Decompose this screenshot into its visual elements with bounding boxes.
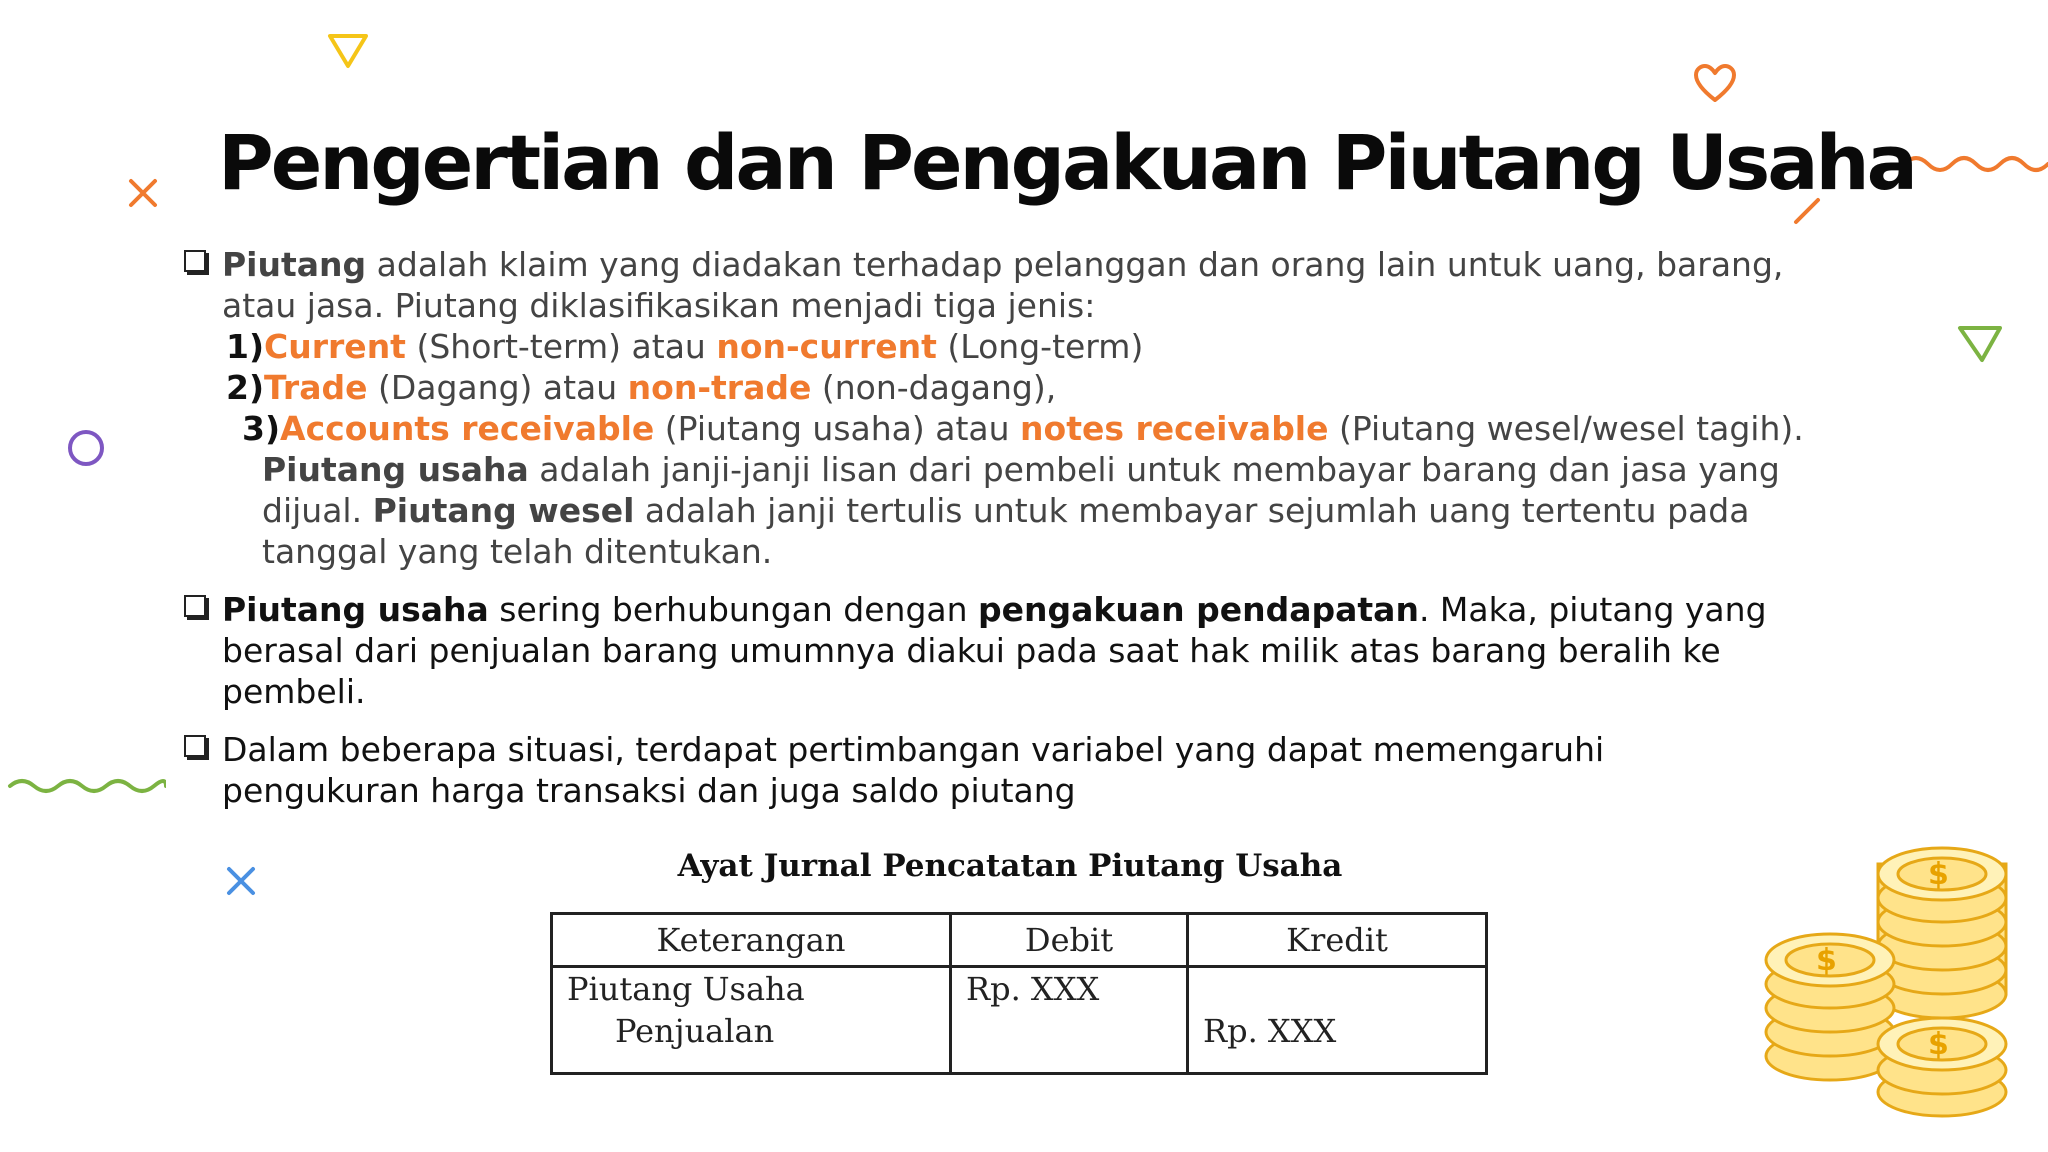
svg-text:$: $ [1928, 857, 1949, 892]
heart-icon [1692, 62, 1738, 104]
coins-icon [1760, 830, 2020, 1120]
list-number: 2) [226, 368, 265, 407]
circle-icon [66, 428, 106, 468]
para-text: Dalam beberapa situasi, terdapat pertimbangan variabel yang dapat memengaruhi pengukuran harga transaksi dan juga saldo piutang [222, 730, 1605, 810]
kredit-amount: Rp. XXX [1203, 1012, 1337, 1050]
triangle-icon [326, 32, 370, 72]
bullet-situasi [222, 729, 1782, 811]
svg-text:$: $ [1928, 1027, 1949, 1062]
term-piutang-usaha: Piutang usaha [222, 590, 489, 629]
list-text: (Long-term) [936, 327, 1144, 366]
table-row [552, 967, 1487, 1074]
term-accounts-receivable: Accounts receivable [280, 409, 655, 448]
term-pengakuan-pendapatan: pengakuan pendapatan [978, 590, 1419, 629]
list-text: (Piutang wesel/wesel tagih). [1328, 409, 1804, 448]
cell-debit [951, 967, 1188, 1074]
para-text: . Maka, piutang yang berasal dari penjualan barang umumnya diakui pada saat hak milik atas barang beralih ke pembeli. [222, 590, 1767, 711]
term-notes-receivable: notes receivable [1020, 409, 1329, 448]
bullet-piutang-usaha [222, 589, 1852, 712]
bullet-box-icon [184, 250, 206, 272]
def-text: adalah janji-janji lisan dari pembeli untuk membayar barang dan jasa yang dijual. [262, 450, 1780, 530]
cell-kredit [1188, 967, 1487, 1074]
term-trade: Trade [264, 368, 368, 407]
term-piutang-wesel: Piutang wesel [372, 491, 635, 530]
def-text: adalah janji tertulis untuk membayar sejumlah uang tertentu pada tanggal yang telah ditentukan. [262, 491, 1750, 571]
list-item-1 [226, 326, 1143, 367]
account-piutang-usaha: Piutang Usaha [567, 970, 805, 1008]
svg-text:$: $ [1816, 943, 1837, 978]
table-title: Ayat Jurnal Pencatatan Piutang Usaha [677, 848, 1343, 884]
list-text: (Dagang) atau [367, 368, 628, 407]
bullet-box-icon [184, 595, 206, 617]
term-current: Current [264, 327, 406, 366]
x-mark-icon-blue [224, 864, 258, 898]
list-text: (Piutang usaha) atau [654, 409, 1021, 448]
triangle-icon-green [1956, 322, 2004, 366]
list-text: (Short-term) atau [405, 327, 717, 366]
list-number: 1) [226, 327, 265, 366]
table-header-row [552, 914, 1487, 967]
account-penjualan: Penjualan [615, 1012, 775, 1050]
term-non-current: non-current [716, 327, 937, 366]
list-number: 3) [242, 409, 281, 448]
bullet-piutang [222, 244, 1852, 326]
bullet-box-icon [184, 735, 206, 757]
term-piutang-usaha: Piutang usaha [262, 450, 529, 489]
col-kredit: Kredit [1188, 914, 1487, 967]
list-text: (non-dagang), [811, 368, 1057, 407]
page-title: Pengertian dan Pengakuan Piutang Usaha [218, 118, 1915, 207]
journal-table [550, 912, 1488, 1075]
term-piutang: Piutang [222, 245, 367, 284]
col-debit: Debit [951, 914, 1188, 967]
list-item-2 [226, 367, 1056, 408]
term-non-trade: non-trade [627, 368, 812, 407]
definitions [262, 449, 1832, 572]
cell-keterangan [552, 967, 951, 1074]
para-text: sering berhubungan dengan [488, 590, 979, 629]
wave-icon [1900, 148, 2048, 178]
list-item-3 [242, 408, 1804, 449]
debit-amount: Rp. XXX [966, 970, 1100, 1008]
piutang-definition: adalah klaim yang diadakan terhadap pelanggan dan orang lain untuk uang, barang, atau jasa. Piutang diklasifikasikan menjadi tiga jenis: [222, 245, 1784, 325]
x-mark-icon [126, 176, 160, 210]
wave-icon-green [6, 772, 166, 802]
col-keterangan: Keterangan [552, 914, 951, 967]
